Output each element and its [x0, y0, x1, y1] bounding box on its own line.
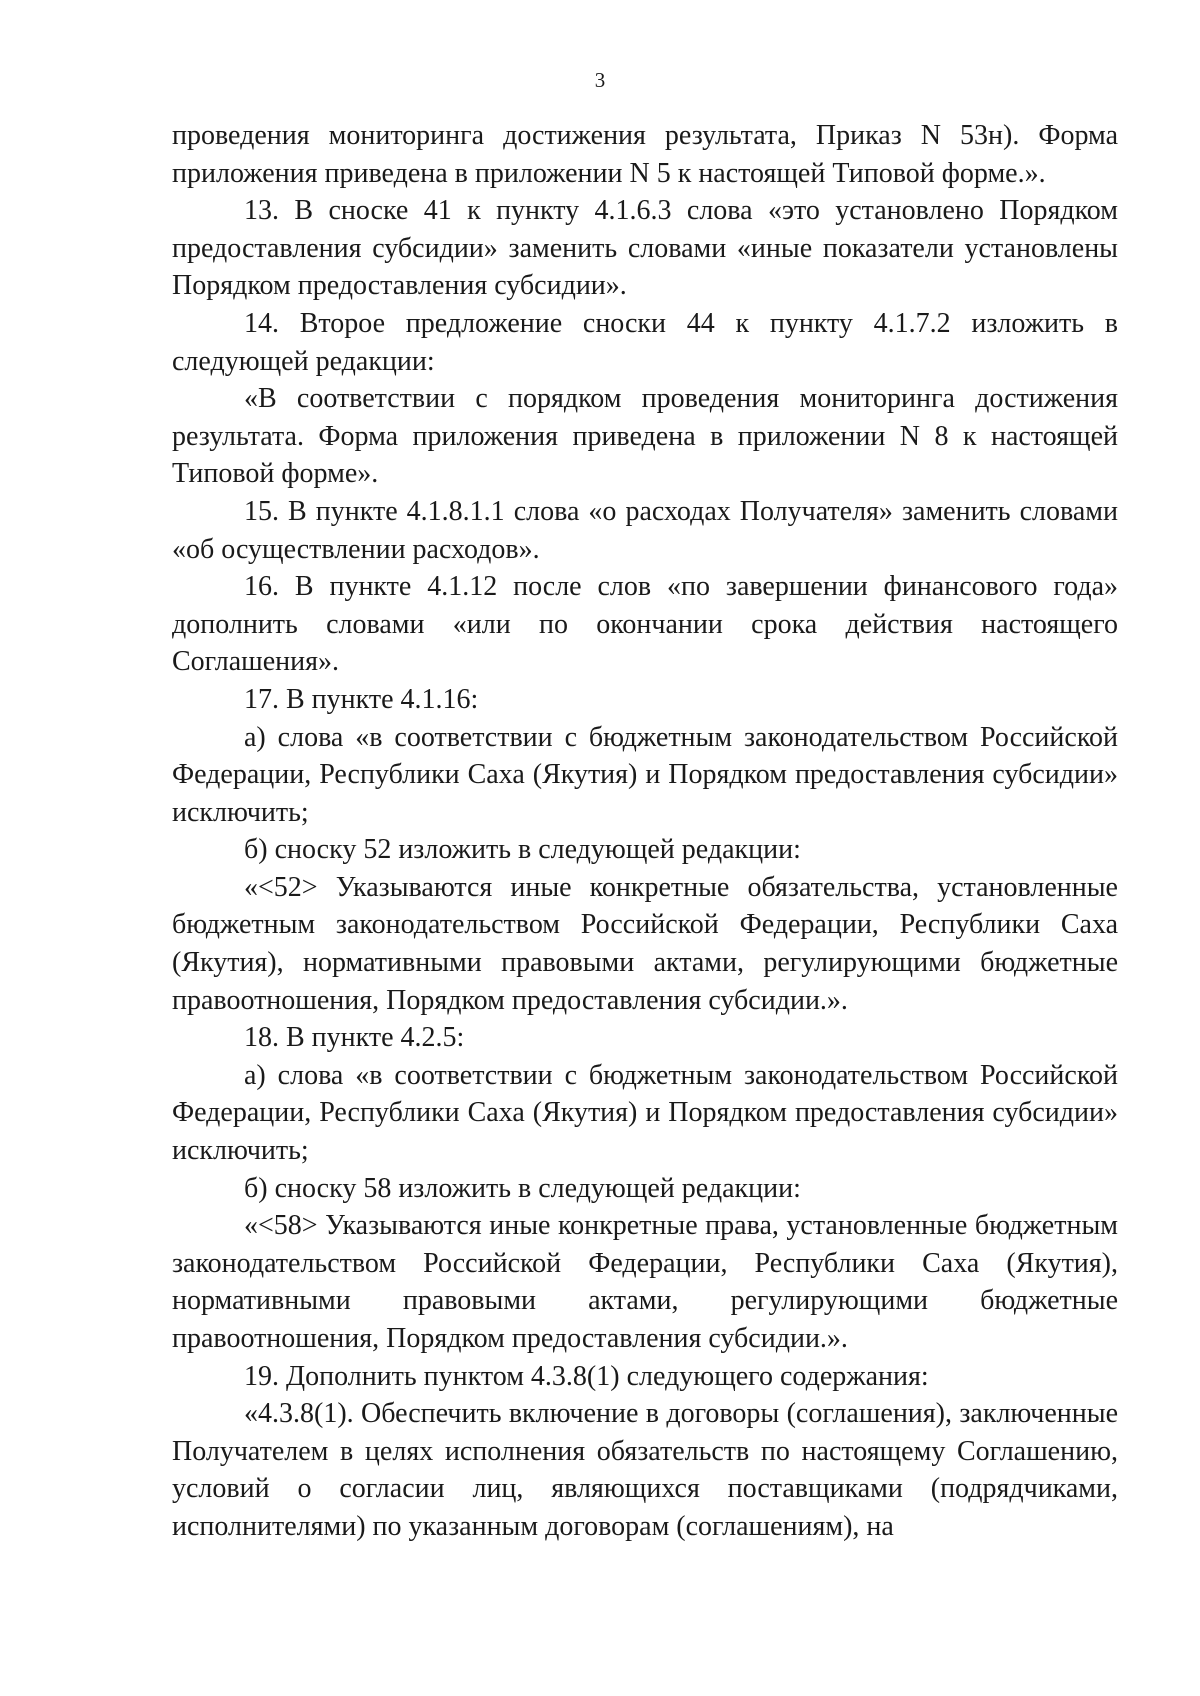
- paragraph-item-14: 14. Второе предложение сноски 44 к пункту 4.1.7.2 изложить в следующей редакции:: [172, 307, 1118, 377]
- paragraph-quote-footnote-44: «В соответствии с порядком проведения мониторинга достижения результата. Форма приложения приведена в приложении N 8 к настоящей Типовой форме».: [172, 383, 1118, 490]
- paragraph-item-13: 13. В сноске 41 к пункту 4.1.6.3 слова «это установлено Порядком предоставления субсидии» заменить словами «иные показатели установлены Порядком предоставления субсидии».: [172, 195, 1118, 302]
- paragraph-item-15: 15. В пункте 4.1.8.1.1 слова «о расходах Получателя» заменить словами «об осуществлении расходов».: [172, 495, 1118, 565]
- paragraph-item-17a: а) слова «в соответствии с бюджетным законодательством Российской Федерации, Республики Саха (Якутия) и Порядком предоставления субсидии» исключить;: [172, 721, 1118, 828]
- page-number: 3: [594, 68, 606, 92]
- paragraph-item-17: 17. В пункте 4.1.16:: [244, 683, 479, 715]
- paragraph-quote-footnote-52: «<52> Указываются иные конкретные обязательства, установленные бюджетным законодательством Российской Федерации, Республики Саха (Якутия), нормативными правовыми актами, регулирующими бюджетные правоотношения, Порядком предоставления субсидии.».: [172, 871, 1118, 1016]
- paragraph-item-19: 19. Дополнить пунктом 4.3.8(1) следующего содержания:: [244, 1360, 929, 1392]
- paragraph-item-18b: б) сноску 58 изложить в следующей редакции:: [244, 1172, 801, 1204]
- paragraph-item-16: 16. В пункте 4.1.12 после слов «по завершении финансового года» дополнить словами «или по окончании срока действия настоящего Соглашения».: [172, 571, 1118, 678]
- paragraph-quote-4-3-8-1: «4.3.8(1). Обеспечить включение в договоры (соглашения), заключенные Получателем в целях исполнения обязательств по настоящему Соглашению, условий о согласии лиц, являющихся поставщиками (подрядчиками, исполнителями) по указанным договорам (соглашениям), на: [172, 1398, 1118, 1542]
- document-body: [172, 117, 1118, 1546]
- paragraph-quote-footnote-58: «<58> Указываются иные конкретные права, установленные бюджетным законодательством Российской Федерации, Республики Саха (Якутия), нормативными правовыми актами, регулирующими бюджетные правоотношения, Порядком предоставления субсидии.».: [172, 1210, 1118, 1354]
- paragraph-item-17b: б) сноску 52 изложить в следующей редакции:: [244, 834, 801, 866]
- paragraph-continuation: проведения мониторинга достижения результата, Приказ N 53н). Форма приложения приведена в приложении N 5 к настоящей Типовой форме.».: [172, 120, 1118, 189]
- paragraph-item-18a: а) слова «в соответствии с бюджетным законодательством Российской Федерации, Республики Саха (Якутия) и Порядком предоставления субсидии» исключить;: [172, 1059, 1118, 1167]
- paragraph-item-18: 18. В пункте 4.2.5:: [244, 1022, 465, 1054]
